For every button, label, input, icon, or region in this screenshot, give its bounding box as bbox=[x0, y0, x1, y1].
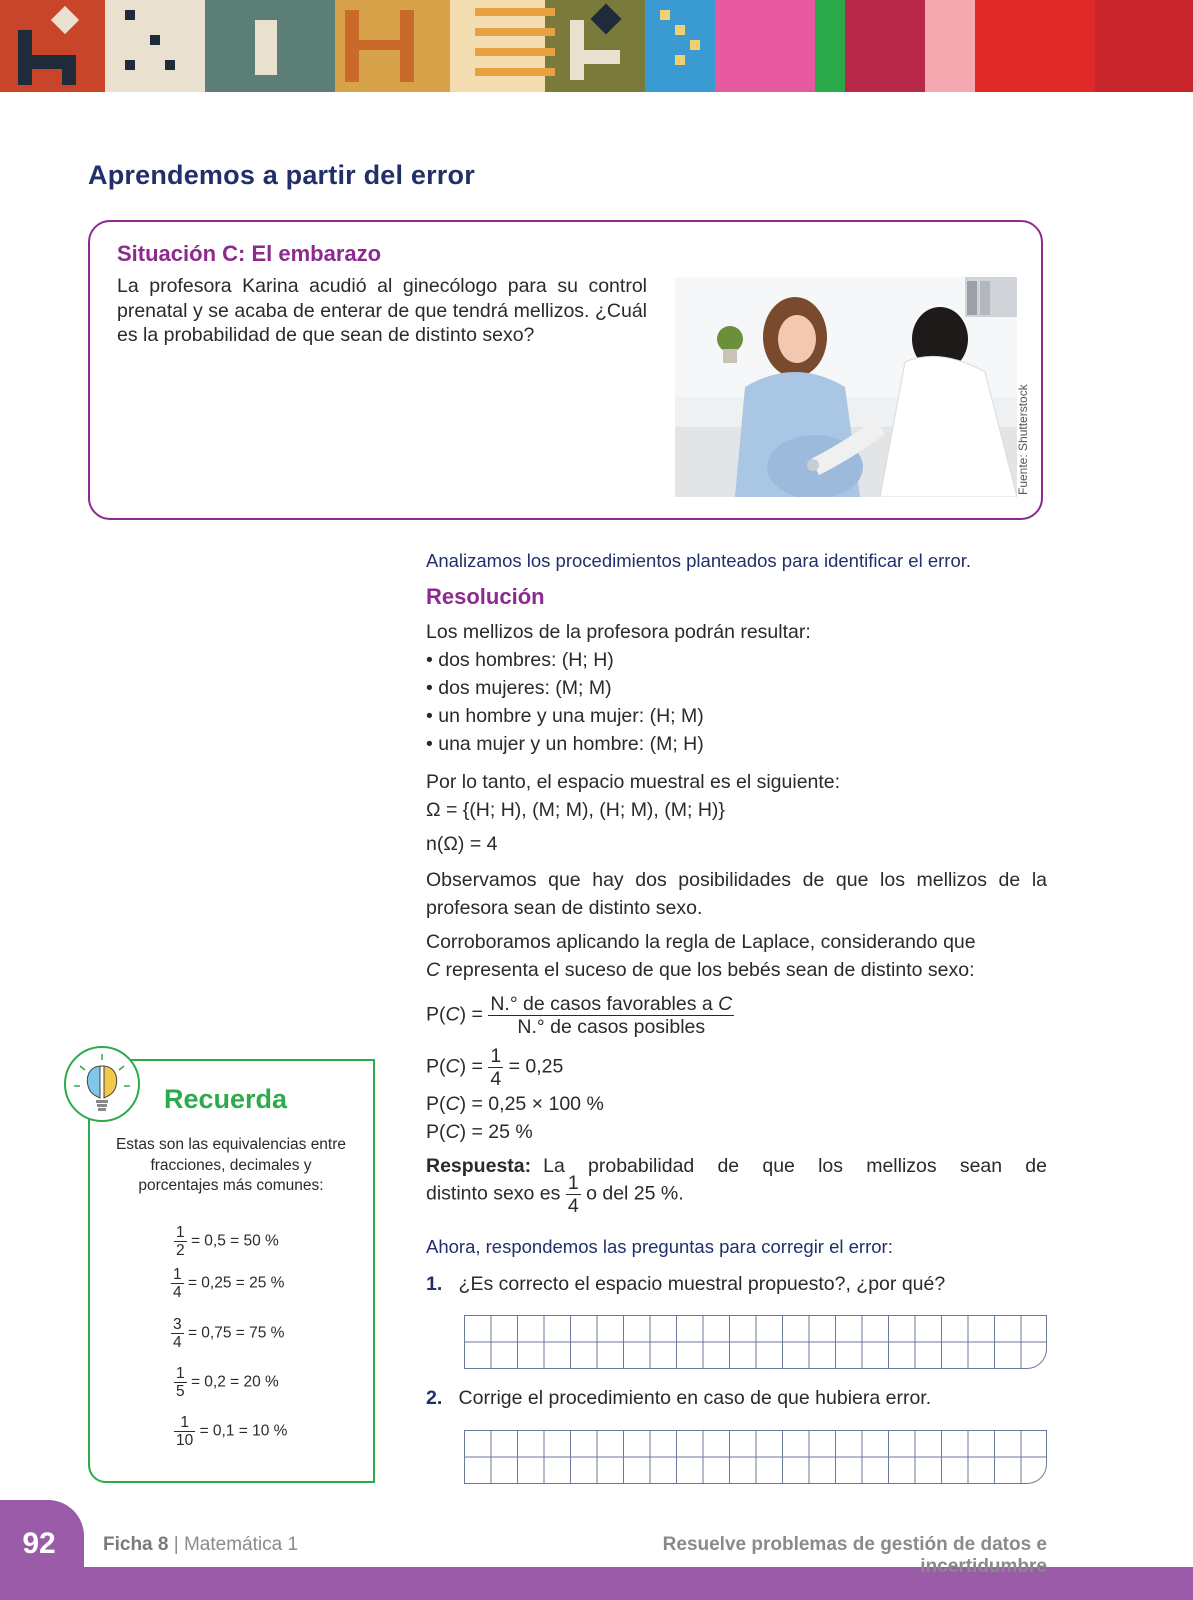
recuerda-text: Estas son las equivalencias entre fracciones, decimales y porcentajes más comunes: bbox=[115, 1136, 347, 1194]
page-number: 92 bbox=[22, 1527, 56, 1560]
eq-denominator: 5 bbox=[176, 1383, 185, 1400]
step-denominator: 4 bbox=[490, 1068, 502, 1090]
eq-value: = 0,1 = 10 % bbox=[199, 1422, 288, 1440]
step-result: ) = 25 % bbox=[459, 1121, 533, 1143]
answer-line-2 bbox=[426, 1172, 684, 1217]
laplace-text-line2 bbox=[426, 956, 975, 984]
observation-text: Observamos que hay dos posibilidades de que los mellizos de la profesora sean de distinto sexo. bbox=[426, 869, 1047, 919]
eq-numerator: 3 bbox=[173, 1316, 182, 1333]
eq-denominator: 4 bbox=[173, 1334, 182, 1351]
situation-photo bbox=[675, 277, 1017, 497]
answer-text-part: La probabilidad de que los mellizos sean de bbox=[543, 1155, 1047, 1177]
step-result: = 0,25 bbox=[508, 1055, 564, 1078]
situation-text: La profesora Karina acudió al ginecólogo para su control prenatal y se acaba de enterar de que tendrá mellizos. ¿Cuál es la probabilidad de que sean de distinto sexo? bbox=[117, 275, 647, 346]
eq-numerator: 1 bbox=[176, 1224, 185, 1241]
answer-end: o del 25 %. bbox=[586, 1182, 684, 1205]
eq-numerator: 1 bbox=[174, 1414, 195, 1432]
answer-grid-2[interactable] bbox=[464, 1430, 1047, 1484]
eq-numerator: 1 bbox=[173, 1266, 182, 1283]
equivalence-row bbox=[174, 1224, 279, 1259]
formula-fraction bbox=[488, 993, 734, 1038]
bullet-item: • dos hombres: (H; H) bbox=[426, 649, 614, 671]
equivalence-row bbox=[174, 1414, 287, 1449]
probability-step-3 bbox=[426, 1118, 533, 1146]
step-p: P( bbox=[426, 1093, 446, 1115]
footer-ficha bbox=[103, 1534, 298, 1556]
numerator-c: C bbox=[718, 993, 733, 1015]
event-symbol: C bbox=[426, 959, 441, 981]
question-1 bbox=[426, 1270, 945, 1298]
probability-step-1 bbox=[426, 1045, 563, 1090]
footer-separator: | bbox=[168, 1534, 184, 1555]
step-result: ) = 0,25 × 100 % bbox=[459, 1093, 604, 1115]
bullet-item: • un hombre y una mujer: (H; M) bbox=[426, 705, 704, 727]
answer-grid-1[interactable] bbox=[464, 1315, 1047, 1369]
formula-denominator: N.° de casos posibles bbox=[517, 1016, 706, 1038]
step-p: P( bbox=[426, 1055, 446, 1078]
eq-value: = 0,75 = 75 % bbox=[187, 1324, 285, 1342]
step-eq: ) = bbox=[459, 1055, 483, 1078]
bullet-item: • dos mujeres: (M; M) bbox=[426, 677, 612, 699]
step-c: C bbox=[445, 1121, 460, 1143]
question-text: Corrige el procedimiento en caso de que hubiera error. bbox=[458, 1387, 932, 1409]
formula-p: P( bbox=[426, 1003, 446, 1026]
sample-space-intro: Por lo tanto, el espacio muestral es el siguiente: bbox=[426, 771, 841, 793]
question-number: 2. bbox=[426, 1387, 443, 1409]
photo-credit: Fuente: Shutterstock bbox=[1016, 384, 1030, 495]
ficha-label: Ficha 8 bbox=[103, 1534, 169, 1555]
step-p: P( bbox=[426, 1121, 446, 1143]
answer-label: Respuesta: bbox=[426, 1155, 532, 1177]
numerator-text: N.° de casos favorables a bbox=[490, 993, 713, 1015]
doctor-patient-illustration bbox=[675, 277, 1017, 497]
step-c: C bbox=[445, 1055, 460, 1078]
analysis-intro: Analizamos los procedimientos planteados para identificar el error. bbox=[426, 550, 972, 571]
eq-value: = 0,5 = 50 % bbox=[190, 1232, 279, 1250]
step-c: C bbox=[445, 1093, 460, 1115]
sample-space-size: n(Ω) = 4 bbox=[426, 833, 498, 855]
question-number: 1. bbox=[426, 1273, 443, 1295]
formula-numerator bbox=[488, 993, 734, 1016]
eq-denominator: 2 bbox=[176, 1242, 185, 1259]
equivalence-row bbox=[171, 1316, 284, 1351]
laplace-text-rest: representa el suceso de que los bebés sean de distinto sexo: bbox=[440, 959, 975, 981]
answer-lead: distinto sexo es bbox=[426, 1182, 561, 1205]
footer-competence: Resuelve problemas de gestión de datos e incertidumbre bbox=[662, 1534, 1047, 1577]
resolution-lead: Los mellizos de la profesora podrán resultar: bbox=[426, 621, 811, 643]
answer-numerator: 1 bbox=[567, 1172, 579, 1194]
eq-value: = 0,2 = 20 % bbox=[190, 1373, 279, 1391]
laplace-formula bbox=[426, 993, 734, 1038]
step-fraction bbox=[488, 1045, 503, 1090]
probability-step-2 bbox=[426, 1090, 604, 1118]
situation-title: Situación C: El embarazo bbox=[117, 241, 382, 266]
questions-intro: Ahora, respondemos las preguntas para corregir el error: bbox=[426, 1236, 893, 1257]
eq-numerator: 1 bbox=[176, 1365, 185, 1382]
eq-denominator: 4 bbox=[173, 1284, 182, 1301]
page-title: Aprendemos a partir del error bbox=[88, 160, 475, 190]
formula-c: C bbox=[445, 1003, 460, 1026]
brain-lightbulb-icon bbox=[66, 1048, 138, 1120]
answer-denominator: 4 bbox=[567, 1195, 579, 1217]
equivalence-row bbox=[174, 1365, 279, 1400]
question-2 bbox=[426, 1384, 931, 1412]
resolution-title: Resolución bbox=[426, 584, 545, 609]
bullet-item: • una mujer y un hombre: (M; H) bbox=[426, 733, 704, 755]
step-numerator: 1 bbox=[490, 1045, 502, 1067]
laplace-text-line1: Corroboramos aplicando la regla de Laplace, considerando que bbox=[426, 931, 976, 953]
equivalence-row bbox=[171, 1266, 284, 1301]
book-title: Matemática 1 bbox=[183, 1534, 299, 1555]
answer-fraction bbox=[566, 1172, 581, 1217]
sample-space: Ω = {(H; H), (M; M), (H; M), (M; H)} bbox=[426, 799, 725, 821]
eq-value: = 0,25 = 25 % bbox=[187, 1274, 285, 1292]
banner-pattern bbox=[0, 0, 1193, 92]
question-text: ¿Es correcto el espacio muestral propuesto?, ¿por qué? bbox=[458, 1273, 946, 1295]
formula-eq: ) = bbox=[459, 1003, 483, 1026]
recuerda-icon-circle bbox=[64, 1046, 140, 1122]
formula-lhs bbox=[426, 1004, 483, 1026]
recuerda-title: Recuerda bbox=[164, 1084, 288, 1114]
eq-denominator: 10 bbox=[176, 1432, 194, 1449]
